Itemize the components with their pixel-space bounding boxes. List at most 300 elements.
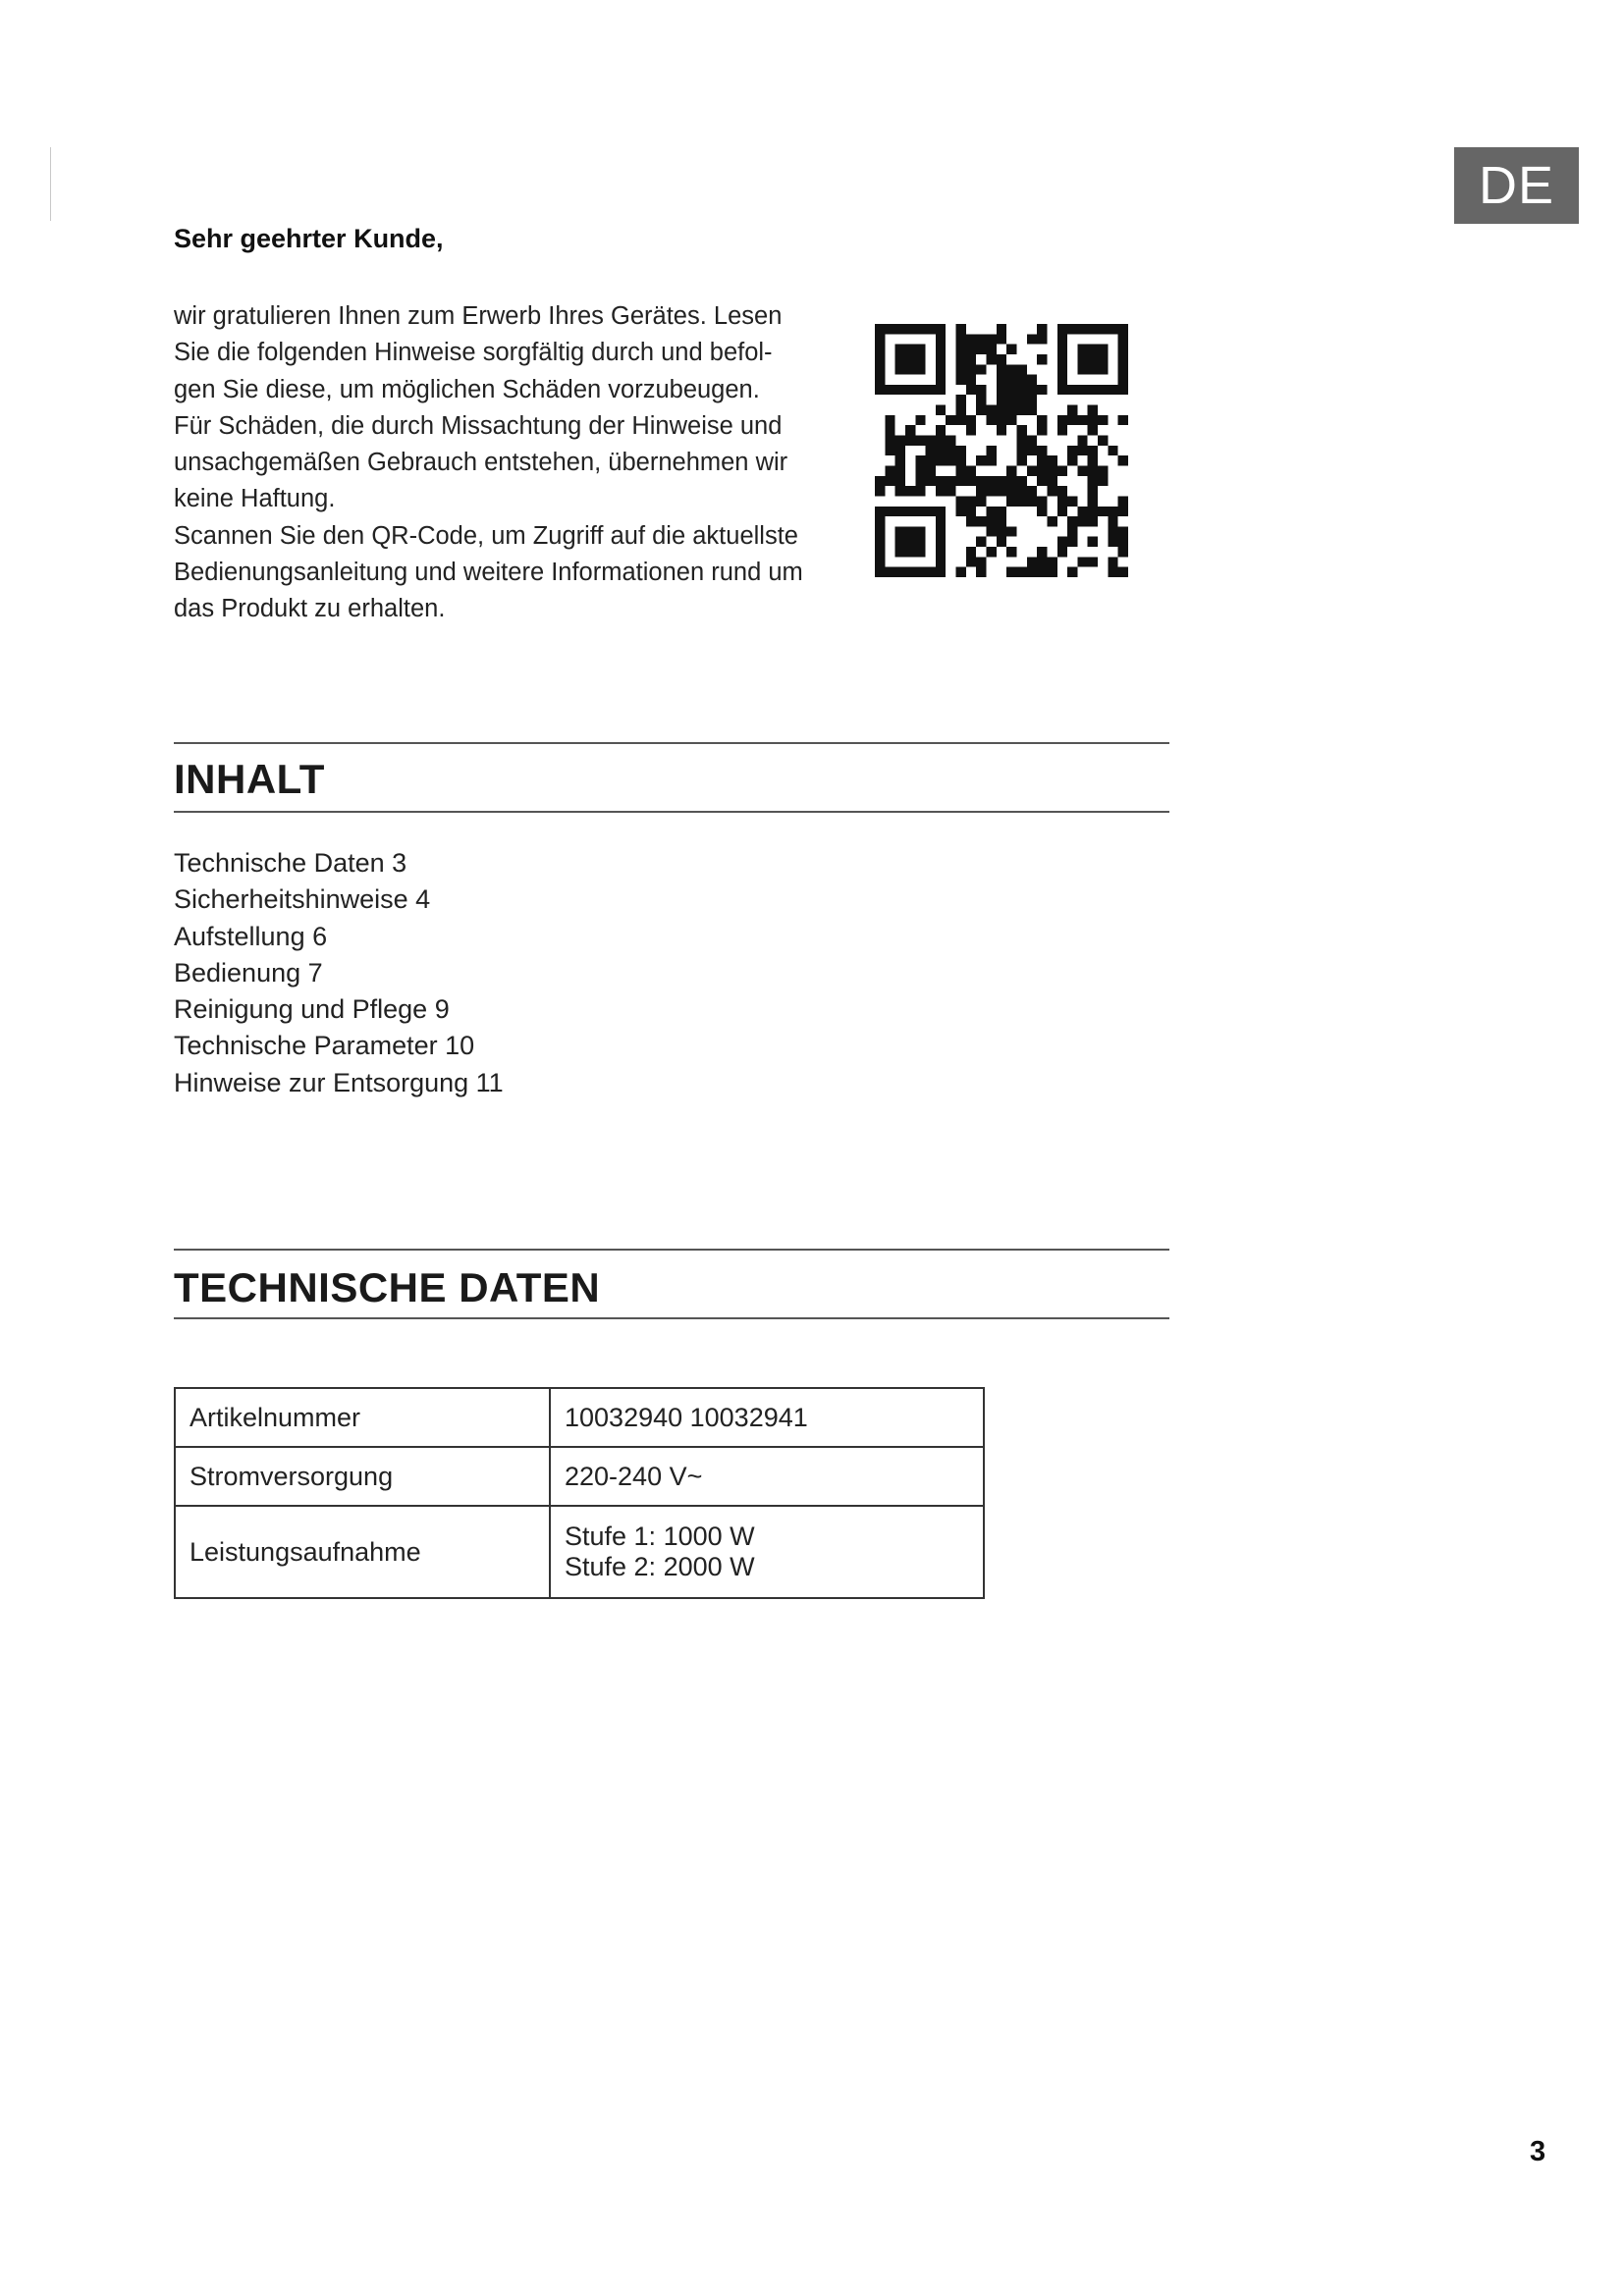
qr-module: [905, 507, 915, 516]
qr-module: [1077, 415, 1087, 425]
qr-module: [936, 455, 946, 465]
qr-module: [1047, 557, 1056, 566]
qr-module: [915, 465, 925, 475]
qr-module: [926, 455, 936, 465]
qr-module: [946, 415, 955, 425]
qr-module: [1118, 455, 1128, 465]
qr-module: [1108, 507, 1117, 516]
qr-module: [1057, 334, 1067, 344]
qr-module: [1006, 526, 1016, 536]
qr-module: [966, 496, 976, 506]
spec-value-cell: [550, 1506, 984, 1598]
tech-data-table: [174, 1387, 985, 1599]
qr-module: [1067, 516, 1077, 526]
qr-module: [1016, 436, 1026, 446]
qr-module: [976, 557, 986, 566]
qr-module: [956, 364, 966, 374]
qr-module: [1027, 486, 1037, 496]
qr-module: [1047, 486, 1056, 496]
qr-module: [915, 324, 925, 334]
qr-module: [875, 526, 885, 536]
qr-module: [1098, 436, 1108, 446]
intro-line: unsachgemäßen Gebrauch entstehen, übernehmen wir: [174, 449, 788, 477]
qr-module: [956, 324, 966, 334]
qr-module: [946, 455, 955, 465]
qr-module: [936, 334, 946, 344]
qr-module: [1027, 385, 1037, 395]
qr-module: [926, 476, 936, 486]
qr-module: [1077, 446, 1087, 455]
qr-module: [997, 385, 1006, 395]
spec-value: 10032940 10032941: [550, 1388, 984, 1447]
qr-module: [915, 486, 925, 496]
qr-module: [987, 354, 997, 364]
qr-module: [875, 486, 885, 496]
qr-module: [1047, 567, 1056, 577]
qr-module: [915, 476, 925, 486]
qr-module: [1108, 567, 1117, 577]
intro-line: Für Schäden, die durch Missachtung der Hinweise und: [174, 411, 783, 440]
qr-module: [1016, 455, 1026, 465]
qr-module: [905, 547, 915, 557]
qr-module: [966, 547, 976, 557]
qr-module: [997, 425, 1006, 435]
margin-line: [50, 147, 51, 221]
qr-module: [905, 486, 915, 496]
qr-module: [1108, 446, 1117, 455]
qr-module: [997, 324, 1006, 334]
qr-module: [1037, 446, 1047, 455]
qr-module: [997, 375, 1006, 385]
qr-module: [976, 567, 986, 577]
qr-module: [1108, 557, 1117, 566]
qr-module: [987, 405, 997, 415]
qr-module: [1108, 516, 1117, 526]
qr-module: [905, 526, 915, 536]
qr-module: [1098, 364, 1108, 374]
qr-module: [875, 345, 885, 354]
qr-module: [926, 567, 936, 577]
qr-module: [875, 516, 885, 526]
qr-module: [875, 476, 885, 486]
qr-module: [936, 537, 946, 547]
table-of-contents: [174, 845, 504, 1101]
qr-module: [1057, 496, 1067, 506]
qr-module: [956, 465, 966, 475]
qr-module: [1067, 567, 1077, 577]
table-row: [175, 1447, 984, 1506]
language-badge: DE: [1454, 147, 1579, 224]
qr-module: [1118, 345, 1128, 354]
qr-module: [875, 364, 885, 374]
qr-module: [1067, 455, 1077, 465]
qr-module: [895, 486, 905, 496]
qr-module: [1088, 345, 1098, 354]
toc-item[interactable]: Hinweise zur Entsorgung 11: [174, 1067, 504, 1097]
qr-module: [905, 385, 915, 395]
qr-module: [905, 425, 915, 435]
qr-module: [895, 455, 905, 465]
qr-module: [966, 476, 976, 486]
qr-module: [966, 415, 976, 425]
qr-module: [946, 486, 955, 496]
qr-module: [915, 455, 925, 465]
qr-module: [966, 354, 976, 364]
qr-module: [1118, 385, 1128, 395]
intro-line: keine Haftung.: [174, 485, 336, 513]
qr-module: [1067, 496, 1077, 506]
qr-module: [1037, 476, 1047, 486]
qr-module: [1006, 375, 1016, 385]
qr-module: [976, 385, 986, 395]
qr-module: [1118, 507, 1128, 516]
qr-module: [1088, 415, 1098, 425]
qr-module: [1006, 496, 1016, 506]
qr-module: [905, 567, 915, 577]
qr-module: [875, 324, 885, 334]
qr-module: [1057, 385, 1067, 395]
section-rule: [174, 742, 1169, 744]
qr-module: [1108, 537, 1117, 547]
qr-module: [1006, 415, 1016, 425]
qr-module: [976, 455, 986, 465]
spec-value: 220-240 V~: [550, 1447, 984, 1506]
qr-module: [936, 507, 946, 516]
qr-module: [956, 496, 966, 506]
intro-line: Bedienungsanleitung und weitere Informationen rund um: [174, 559, 803, 587]
qr-module: [1006, 364, 1016, 374]
qr-module: [1088, 465, 1098, 475]
qr-module: [1088, 486, 1098, 496]
qr-module: [885, 425, 894, 435]
qr-module: [997, 526, 1006, 536]
qr-module: [936, 547, 946, 557]
qr-module: [905, 324, 915, 334]
qr-module: [895, 354, 905, 364]
qr-module: [976, 537, 986, 547]
qr-module: [1067, 446, 1077, 455]
qr-module: [1088, 385, 1098, 395]
qr-module: [895, 537, 905, 547]
qr-module: [885, 507, 894, 516]
qr-module: [936, 364, 946, 374]
qr-module: [987, 345, 997, 354]
qr-module: [875, 334, 885, 344]
qr-module: [1118, 324, 1128, 334]
qr-module: [905, 537, 915, 547]
qr-module: [946, 436, 955, 446]
qr-module: [875, 567, 885, 577]
qr-module: [895, 567, 905, 577]
qr-module: [915, 364, 925, 374]
qr-module: [1016, 496, 1026, 506]
qr-module: [1077, 436, 1087, 446]
qr-module: [885, 324, 894, 334]
qr-module: [987, 516, 997, 526]
qr-module: [1027, 465, 1037, 475]
qr-module: [1037, 354, 1047, 364]
qr-module: [1088, 476, 1098, 486]
qr-module: [1006, 385, 1016, 395]
qr-module: [885, 567, 894, 577]
qr-module: [1118, 375, 1128, 385]
qr-module: [895, 465, 905, 475]
qr-module: [1108, 385, 1117, 395]
qr-module: [1098, 415, 1108, 425]
qr-module: [895, 507, 905, 516]
qr-module: [1037, 385, 1047, 395]
qr-module: [966, 425, 976, 435]
qr-module: [895, 436, 905, 446]
qr-module: [1057, 345, 1067, 354]
qr-module: [966, 465, 976, 475]
qr-module: [1016, 425, 1026, 435]
qr-module: [1077, 364, 1087, 374]
qr-module: [905, 345, 915, 354]
qr-module: [926, 436, 936, 446]
qr-module: [946, 476, 955, 486]
qr-module: [997, 537, 1006, 547]
toc-item[interactable]: Technische Parameter 10: [174, 1031, 475, 1061]
qr-module: [956, 415, 966, 425]
qr-module: [1037, 567, 1047, 577]
qr-module: [1077, 385, 1087, 395]
qr-module: [956, 354, 966, 364]
qr-module: [976, 395, 986, 404]
qr-module: [1037, 425, 1047, 435]
qr-module: [936, 354, 946, 364]
qr-module: [1057, 364, 1067, 374]
qr-module: [1016, 405, 1026, 415]
qr-module: [885, 446, 894, 455]
qr-module: [1037, 324, 1047, 334]
qr-module: [1057, 507, 1067, 516]
qr-module: [895, 446, 905, 455]
qr-module: [976, 364, 986, 374]
qr-module: [1118, 496, 1128, 506]
spec-value: Stufe 1: 1000 W: [565, 1522, 755, 1551]
qr-module: [966, 385, 976, 395]
qr-module: [926, 446, 936, 455]
qr-module: [997, 334, 1006, 344]
section-rule: [174, 811, 1169, 813]
qr-module: [1088, 557, 1098, 566]
qr-module: [1067, 526, 1077, 536]
qr-module: [987, 334, 997, 344]
qr-module: [1077, 516, 1087, 526]
qr-module: [966, 516, 976, 526]
qr-module: [966, 507, 976, 516]
table-row: [175, 1388, 984, 1447]
qr-module: [1077, 324, 1087, 334]
qr-module: [997, 364, 1006, 374]
qr-module: [987, 526, 997, 536]
qr-module: [895, 385, 905, 395]
qr-module: [987, 476, 997, 486]
qr-module: [1027, 557, 1037, 566]
qr-module: [1118, 334, 1128, 344]
qr-module: [936, 345, 946, 354]
qr-module: [1006, 547, 1016, 557]
qr-module: [946, 446, 955, 455]
qr-module: [956, 455, 966, 465]
qr-module: [936, 516, 946, 526]
qr-module: [956, 375, 966, 385]
qr-module: [1047, 465, 1056, 475]
qr-module: [1006, 395, 1016, 404]
qr-module: [1047, 516, 1056, 526]
qr-module: [1037, 507, 1047, 516]
greeting: Sehr geehrter Kunde,: [174, 224, 444, 253]
qr-module: [936, 405, 946, 415]
qr-module: [885, 476, 894, 486]
toc-item[interactable]: Sicherheitshinweise 4: [174, 884, 431, 915]
qr-module: [1118, 526, 1128, 536]
qr-module: [1088, 496, 1098, 506]
qr-module: [885, 465, 894, 475]
qr-module: [895, 476, 905, 486]
qr-module: [915, 385, 925, 395]
qr-module: [936, 385, 946, 395]
qr-module: [1006, 486, 1016, 496]
qr-module: [956, 446, 966, 455]
qr-module: [976, 334, 986, 344]
qr-module: [1027, 496, 1037, 506]
table-row: [175, 1506, 984, 1598]
qr-module: [936, 486, 946, 496]
qr-module: [1006, 345, 1016, 354]
qr-module: [1057, 465, 1067, 475]
qr-module: [1118, 537, 1128, 547]
qr-module: [895, 345, 905, 354]
qr-module: [1037, 547, 1047, 557]
qr-module: [1057, 486, 1067, 496]
qr-module: [1098, 354, 1108, 364]
toc-item[interactable]: Aufstellung 6: [174, 921, 328, 951]
toc-item[interactable]: Bedienung 7: [174, 957, 323, 988]
qr-code-icon[interactable]: [875, 324, 1128, 577]
qr-module: [1067, 324, 1077, 334]
qr-module: [997, 476, 1006, 486]
qr-module: [1057, 354, 1067, 364]
qr-module: [1016, 364, 1026, 374]
qr-module: [875, 507, 885, 516]
qr-module: [936, 526, 946, 536]
qr-module: [956, 476, 966, 486]
qr-module: [905, 354, 915, 364]
qr-module: [966, 557, 976, 566]
qr-module: [1027, 436, 1037, 446]
qr-module: [1088, 324, 1098, 334]
qr-module: [987, 486, 997, 496]
qr-module: [1118, 364, 1128, 374]
qr-module: [1016, 567, 1026, 577]
qr-module: [1088, 364, 1098, 374]
qr-module: [1037, 465, 1047, 475]
qr-module: [1027, 446, 1037, 455]
toc-item[interactable]: Technische Daten 3: [174, 848, 407, 878]
qr-module: [1077, 507, 1087, 516]
toc-item[interactable]: Reinigung und Pflege 9: [174, 994, 450, 1025]
qr-module: [1088, 354, 1098, 364]
qr-module: [875, 537, 885, 547]
qr-module: [956, 395, 966, 404]
qr-module: [997, 486, 1006, 496]
qr-module: [1088, 446, 1098, 455]
qr-module: [1098, 385, 1108, 395]
qr-module: [1118, 547, 1128, 557]
qr-module: [1108, 526, 1117, 536]
qr-module: [895, 547, 905, 557]
qr-module: [1027, 395, 1037, 404]
qr-module: [1016, 395, 1026, 404]
qr-module: [956, 334, 966, 344]
qr-module: [1077, 345, 1087, 354]
qr-module: [936, 375, 946, 385]
qr-module: [1118, 415, 1128, 425]
qr-module: [1067, 537, 1077, 547]
qr-module: [1057, 324, 1067, 334]
qr-module: [915, 436, 925, 446]
qr-module: [936, 425, 946, 435]
qr-module: [936, 567, 946, 577]
qr-module: [1098, 465, 1108, 475]
qr-module: [936, 446, 946, 455]
qr-module: [997, 516, 1006, 526]
qr-module: [987, 415, 997, 425]
qr-module: [936, 476, 946, 486]
qr-module: [875, 385, 885, 395]
qr-module: [1088, 516, 1098, 526]
spec-label: Artikelnummer: [175, 1388, 550, 1447]
spec-value: Stufe 2: 2000 W: [565, 1552, 755, 1581]
qr-module: [1098, 476, 1108, 486]
qr-module: [1016, 486, 1026, 496]
qr-module: [895, 324, 905, 334]
qr-module: [926, 324, 936, 334]
qr-module: [1098, 507, 1108, 516]
qr-module: [976, 496, 986, 506]
qr-module: [956, 567, 966, 577]
qr-module: [1057, 425, 1067, 435]
qr-module: [915, 507, 925, 516]
qr-module: [1077, 465, 1087, 475]
qr-module: [1016, 446, 1026, 455]
qr-module: [976, 345, 986, 354]
qr-module: [1027, 334, 1037, 344]
qr-module: [926, 465, 936, 475]
qr-module: [1016, 385, 1026, 395]
qr-module: [966, 345, 976, 354]
qr-module: [875, 547, 885, 557]
qr-module: [875, 557, 885, 566]
qr-module: [1027, 375, 1037, 385]
qr-module: [885, 415, 894, 425]
qr-module: [915, 567, 925, 577]
intro-line: Scannen Sie den QR-Code, um Zugriff auf die aktuellste: [174, 521, 798, 550]
qr-module: [1118, 567, 1128, 577]
qr-module: [915, 537, 925, 547]
qr-module: [1027, 567, 1037, 577]
qr-module: [1037, 455, 1047, 465]
qr-module: [997, 405, 1006, 415]
qr-module: [1047, 455, 1056, 465]
qr-module: [915, 415, 925, 425]
qr-module: [1057, 415, 1067, 425]
contents-heading: INHALT: [174, 756, 325, 802]
qr-module: [1077, 557, 1087, 566]
qr-module: [926, 385, 936, 395]
